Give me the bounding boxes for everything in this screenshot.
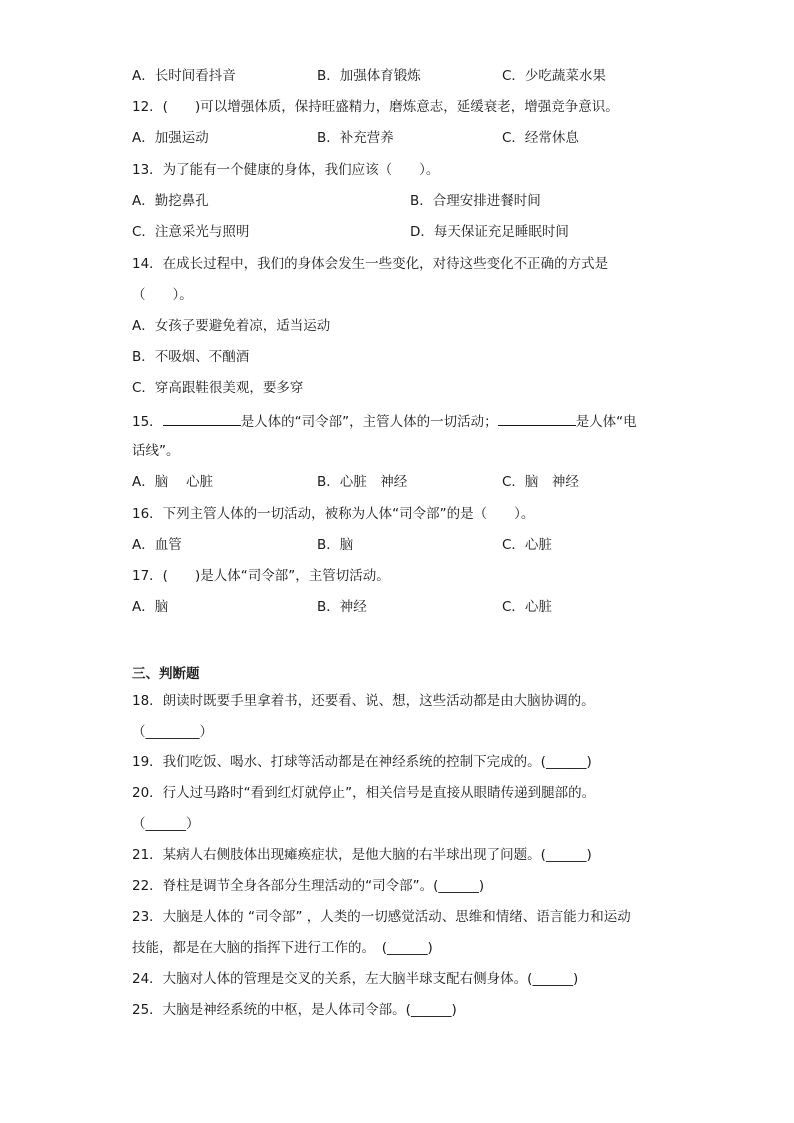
q17-stem: 17．( )是人体“司令部”，主管切活动。 — [132, 568, 390, 584]
q17-option-a: A．脑 — [132, 599, 169, 615]
q11-option-c: C．少吃蔬菜水果 — [502, 68, 606, 84]
q20-line2: （______） — [132, 816, 200, 832]
q18-line1: 18．朗读时既要手里拿着书，还要看、说、想，这些活动都是由大脑协调的。 — [132, 693, 595, 709]
q14-option-a: A．女孩子要避免着凉，适当运动 — [132, 318, 331, 334]
q14-option-b: B．不吸烟、不酗酒 — [132, 349, 250, 365]
q15-blank-2 — [498, 411, 576, 426]
q11-option-a: A．长时间看抖音 — [132, 68, 236, 84]
q23-line1: 23．大脑是人体的 “司令部” ，人类的一切感觉活动、思维和情绪、语言能力和运动 — [132, 909, 631, 925]
q15-number: 15． — [132, 414, 163, 430]
q14-stem-line1: 14．在成长过程中，我们的身体会发生一些变化，对待这些变化不正确的方式是 — [132, 256, 609, 272]
section-title-judgment: 三、判断题 — [132, 666, 200, 682]
q19: 19．我们吃饭、喝水、打球等活动都是在神经系统的控制下完成的。(______) — [132, 754, 592, 770]
q16-option-c: C．心脏 — [502, 537, 552, 553]
q22: 22．脊柱是调节全身各部分生理活动的“司令部”。(______) — [132, 878, 485, 894]
q16-option-b: B．脑 — [317, 537, 354, 553]
q24: 24．大脑对人体的管理是交叉的关系，左大脑半球支配右侧身体。(______) — [132, 971, 579, 987]
q23-line2: 技能，都是在大脑的指挥下进行工作的。 (______) — [132, 940, 433, 956]
q13-stem: 13．为了能有一个健康的身体，我们应该（ ）。 — [132, 162, 440, 178]
q18-line2: （________） — [132, 724, 213, 740]
q12-stem: 12．( )可以增强体质，保持旺盛精力，磨炼意志，延缓衰老，增强竞争意识。 — [132, 99, 619, 115]
q12-option-b: B．补充营养 — [317, 130, 394, 146]
q14-option-c: C．穿高跟鞋很美观，要多穿 — [132, 380, 304, 396]
q16-option-a: A．血管 — [132, 537, 182, 553]
q13-option-b: B．合理安排进餐时间 — [410, 193, 541, 209]
q15-stem-line1 — [132, 411, 637, 431]
q15-option-c: C．脑 神经 — [502, 474, 579, 490]
q13-option-d: D．每天保证充足睡眠时间 — [410, 224, 569, 240]
q13-option-a: A．勤挖鼻孔 — [132, 193, 209, 209]
q12-option-c: C．经常休息 — [502, 130, 579, 146]
q15-option-b: B．心脏 神经 — [317, 474, 408, 490]
q21: 21．某病人右侧肢体出现瘫痪症状，是他大脑的右半球出现了问题。(______) — [132, 847, 592, 863]
q15-stem-line2: 话线”。 — [132, 443, 180, 459]
q12-option-a: A．加强运动 — [132, 130, 209, 146]
q17-option-c: C．心脏 — [502, 599, 552, 615]
q20-line1: 20．行人过马路时“看到红灯就停止”，相关信号是直接从眼睛传递到腿部的。 — [132, 785, 596, 801]
q17-option-b: B．神经 — [317, 599, 367, 615]
q16-stem: 16．下列主管人体的一切活动，被称为人体“司令部”的是（ ）。 — [132, 506, 535, 522]
q15-stem-end: 是人体“电 — [575, 414, 637, 430]
q15-option-a: A．脑 心脏 — [132, 474, 214, 490]
q14-stem-line2: （ ）。 — [132, 287, 193, 303]
q15-stem-mid: 是人体的“司令部”，主管人体的一切活动； — [240, 414, 498, 430]
q25: 25．大脑是神经系统的中枢，是人体司令部。(______) — [132, 1002, 457, 1018]
q11-option-b: B．加强体育锻炼 — [317, 68, 421, 84]
q13-option-c: C．注意采光与照明 — [132, 224, 250, 240]
q15-blank-1 — [163, 411, 241, 426]
